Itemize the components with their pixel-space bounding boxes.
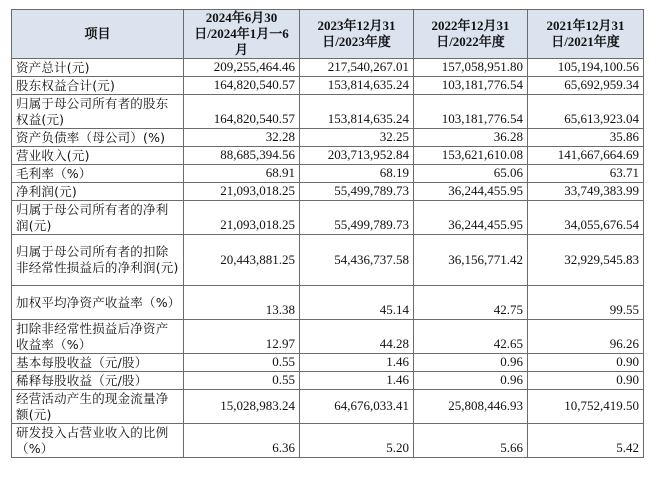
row-label: 研发投入占营业收入的比例（%） bbox=[12, 424, 184, 458]
cell-value: 5.20 bbox=[300, 424, 414, 458]
header-2023: 2023年12月31日/2023年度 bbox=[300, 10, 414, 59]
cell-value: 99.55 bbox=[528, 286, 644, 320]
cell-value: 153,621,610.08 bbox=[414, 147, 528, 165]
cell-value: 1.46 bbox=[300, 372, 414, 390]
header-2021: 2021年12月31日/2021年度 bbox=[528, 10, 644, 59]
table-row bbox=[12, 201, 644, 235]
cell-value: 36,244,455.95 bbox=[414, 201, 528, 235]
financial-data-table bbox=[11, 9, 644, 458]
table-row bbox=[12, 183, 644, 201]
table-row bbox=[12, 354, 644, 372]
cell-value: 32,929,545.83 bbox=[528, 235, 644, 286]
cell-value: 164,820,540.57 bbox=[184, 77, 300, 95]
cell-value: 0.90 bbox=[528, 354, 644, 372]
cell-value: 103,181,776.54 bbox=[414, 95, 528, 129]
row-label: 基本每股收益（元/股） bbox=[12, 354, 184, 372]
table-row bbox=[12, 95, 644, 129]
cell-value: 36,156,771.42 bbox=[414, 235, 528, 286]
table-row bbox=[12, 59, 644, 77]
cell-value: 88,685,394.56 bbox=[184, 147, 300, 165]
cell-value: 34,055,676.54 bbox=[528, 201, 644, 235]
table-row bbox=[12, 165, 644, 183]
cell-value: 42.75 bbox=[414, 286, 528, 320]
cell-value: 0.55 bbox=[184, 354, 300, 372]
table-row bbox=[12, 77, 644, 95]
cell-value: 10,752,419.50 bbox=[528, 390, 644, 424]
cell-value: 0.96 bbox=[414, 372, 528, 390]
cell-value: 36,244,455.95 bbox=[414, 183, 528, 201]
cell-value: 64,676,033.41 bbox=[300, 390, 414, 424]
cell-value: 36.28 bbox=[414, 129, 528, 147]
table-row bbox=[12, 147, 644, 165]
table-row bbox=[12, 424, 644, 458]
cell-value: 32.25 bbox=[300, 129, 414, 147]
cell-value: 65.06 bbox=[414, 165, 528, 183]
cell-value: 65,692,959.34 bbox=[528, 77, 644, 95]
cell-value: 15,028,983.24 bbox=[184, 390, 300, 424]
table-row bbox=[12, 390, 644, 424]
cell-value: 35.86 bbox=[528, 129, 644, 147]
cell-value: 105,194,100.56 bbox=[528, 59, 644, 77]
cell-value: 0.90 bbox=[528, 372, 644, 390]
cell-value: 21,093,018.25 bbox=[184, 183, 300, 201]
cell-value: 63.71 bbox=[528, 165, 644, 183]
cell-value: 25,808,446.93 bbox=[414, 390, 528, 424]
header-2024h1: 2024年6月30日/2024年1月一6月 bbox=[184, 10, 300, 59]
header-item: 项目 bbox=[12, 10, 184, 59]
cell-value: 1.46 bbox=[300, 354, 414, 372]
cell-value: 103,181,776.54 bbox=[414, 77, 528, 95]
cell-value: 55,499,789.73 bbox=[300, 183, 414, 201]
cell-value: 21,093,018.25 bbox=[184, 201, 300, 235]
cell-value: 96.26 bbox=[528, 320, 644, 354]
financial-table-wrapper bbox=[11, 9, 644, 458]
cell-value: 42.65 bbox=[414, 320, 528, 354]
cell-value: 68.19 bbox=[300, 165, 414, 183]
row-label: 加权平均净资产收益率（%） bbox=[12, 286, 184, 320]
row-label: 净利润(元) bbox=[12, 183, 184, 201]
cell-value: 209,255,464.46 bbox=[184, 59, 300, 77]
table-header-row bbox=[12, 10, 644, 59]
table-row bbox=[12, 129, 644, 147]
cell-value: 13.38 bbox=[184, 286, 300, 320]
row-label: 经营活动产生的现金流量净额(元) bbox=[12, 390, 184, 424]
cell-value: 217,540,267.01 bbox=[300, 59, 414, 77]
cell-value: 54,436,737.58 bbox=[300, 235, 414, 286]
row-label: 资产负债率（母公司）(%) bbox=[12, 129, 184, 147]
table-row bbox=[12, 235, 644, 286]
cell-value: 32.28 bbox=[184, 129, 300, 147]
row-label: 归属于母公司所有者的股东权益(元) bbox=[12, 95, 184, 129]
cell-value: 141,667,664.69 bbox=[528, 147, 644, 165]
cell-value: 44.28 bbox=[300, 320, 414, 354]
cell-value: 68.91 bbox=[184, 165, 300, 183]
cell-value: 164,820,540.57 bbox=[184, 95, 300, 129]
row-label: 归属于母公司所有者的扣除非经常性损益后的净利润(元) bbox=[12, 235, 184, 286]
cell-value: 6.36 bbox=[184, 424, 300, 458]
cell-value: 55,499,789.73 bbox=[300, 201, 414, 235]
table-row bbox=[12, 320, 644, 354]
cell-value: 5.66 bbox=[414, 424, 528, 458]
cell-value: 153,814,635.24 bbox=[300, 77, 414, 95]
row-label: 稀释每股收益（元/股） bbox=[12, 372, 184, 390]
row-label: 毛利率（%） bbox=[12, 165, 184, 183]
row-label: 股东权益合计(元) bbox=[12, 77, 184, 95]
table-row bbox=[12, 372, 644, 390]
cell-value: 157,058,951.80 bbox=[414, 59, 528, 77]
row-label: 资产总计(元) bbox=[12, 59, 184, 77]
cell-value: 0.55 bbox=[184, 372, 300, 390]
row-label: 营业收入(元) bbox=[12, 147, 184, 165]
cell-value: 0.96 bbox=[414, 354, 528, 372]
cell-value: 153,814,635.24 bbox=[300, 95, 414, 129]
cell-value: 203,713,952.84 bbox=[300, 147, 414, 165]
cell-value: 33,749,383.99 bbox=[528, 183, 644, 201]
cell-value: 45.14 bbox=[300, 286, 414, 320]
header-2022: 2022年12月31日/2022年度 bbox=[414, 10, 528, 59]
cell-value: 65,613,923.04 bbox=[528, 95, 644, 129]
cell-value: 12.97 bbox=[184, 320, 300, 354]
row-label: 扣除非经常性损益后净资产收益率（%） bbox=[12, 320, 184, 354]
table-row bbox=[12, 286, 644, 320]
row-label: 归属于母公司所有者的净利润(元) bbox=[12, 201, 184, 235]
cell-value: 5.42 bbox=[528, 424, 644, 458]
cell-value: 20,443,881.25 bbox=[184, 235, 300, 286]
